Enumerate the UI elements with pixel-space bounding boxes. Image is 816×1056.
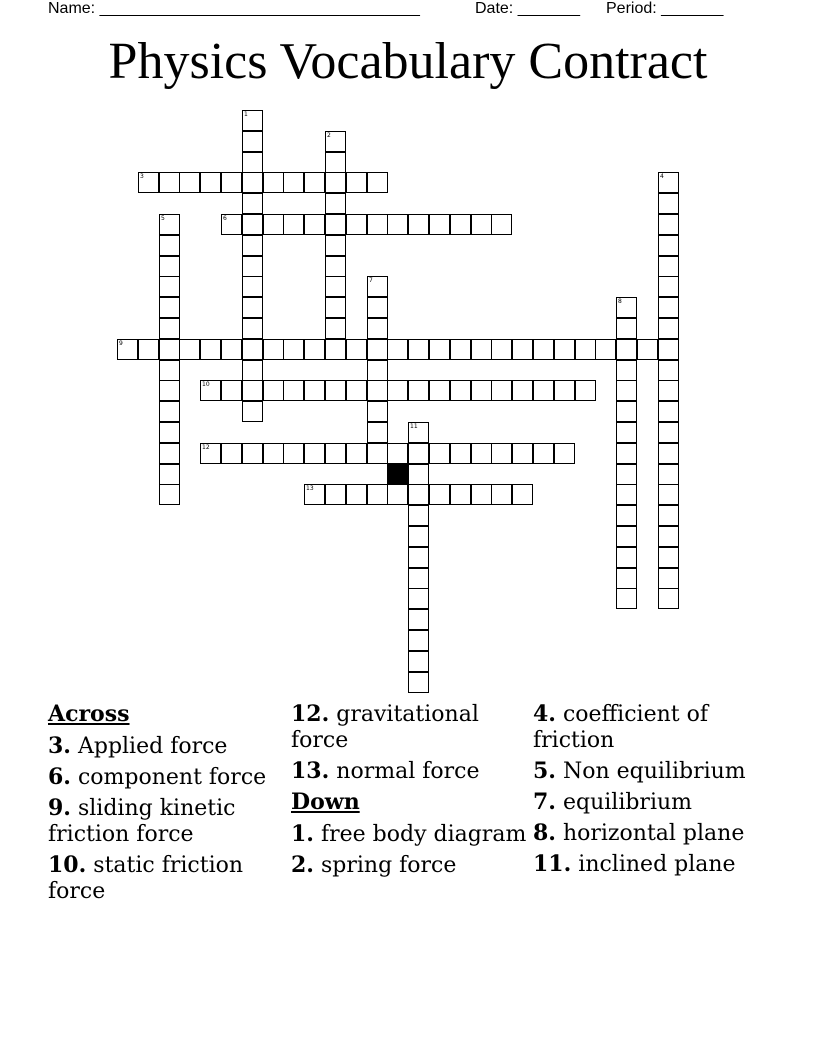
answer-cell[interactable] <box>159 380 180 401</box>
answer-cell[interactable] <box>658 526 679 547</box>
answer-cell[interactable] <box>491 484 512 505</box>
clue-down-5 <box>533 758 771 785</box>
answer-cell[interactable] <box>658 318 679 339</box>
clue-column-2 <box>291 701 529 883</box>
answer-cell[interactable] <box>450 214 471 235</box>
answer-cell[interactable] <box>491 443 512 464</box>
clue-text: component force <box>77 765 267 790</box>
answer-cell[interactable] <box>346 214 367 235</box>
answer-cell[interactable] <box>367 172 388 193</box>
answer-cell[interactable] <box>304 380 325 401</box>
answer-cell[interactable] <box>242 401 263 422</box>
answer-cell[interactable] <box>616 547 637 568</box>
answer-cell[interactable] <box>429 214 450 235</box>
answer-cell[interactable] <box>408 547 429 568</box>
answer-cell[interactable] <box>450 380 471 401</box>
answer-cell[interactable] <box>242 318 263 339</box>
answer-cell[interactable] <box>367 276 388 297</box>
clue-text: equilibrium <box>562 790 693 815</box>
answer-cell[interactable] <box>658 443 679 464</box>
answer-cell[interactable] <box>429 339 450 360</box>
answer-cell[interactable] <box>221 443 242 464</box>
answer-cell[interactable] <box>117 339 138 360</box>
clue-column-1 <box>48 701 286 909</box>
answer-cell[interactable] <box>367 339 388 360</box>
answer-cell[interactable] <box>367 422 388 443</box>
clue-text: spring force <box>320 853 457 878</box>
answer-cell[interactable] <box>242 380 263 401</box>
answer-cell[interactable] <box>637 339 658 360</box>
answer-cell[interactable] <box>159 214 180 235</box>
answer-cell[interactable] <box>283 339 304 360</box>
clue-text: static friction force <box>48 853 244 904</box>
answer-cell[interactable] <box>325 443 346 464</box>
answer-cell[interactable] <box>554 443 575 464</box>
clue-number-label: 3 <box>140 173 144 180</box>
answer-cell[interactable] <box>242 443 263 464</box>
answer-cell[interactable] <box>616 380 637 401</box>
answer-cell[interactable] <box>658 172 679 193</box>
answer-cell[interactable] <box>179 339 200 360</box>
answer-cell[interactable] <box>429 380 450 401</box>
answer-cell[interactable] <box>512 443 533 464</box>
answer-cell[interactable] <box>491 380 512 401</box>
answer-cell[interactable] <box>346 172 367 193</box>
answer-cell[interactable] <box>325 256 346 277</box>
answer-cell[interactable] <box>658 214 679 235</box>
answer-cell[interactable] <box>263 380 284 401</box>
answer-cell[interactable] <box>533 380 554 401</box>
clue-down-8 <box>533 820 771 847</box>
clue-number: 9. <box>48 795 71 821</box>
clue-number-label: 5 <box>161 215 165 222</box>
answer-cell[interactable] <box>179 172 200 193</box>
answer-cell[interactable] <box>159 443 180 464</box>
clue-down-4 <box>533 701 771 754</box>
clue-number-label: 2 <box>327 132 331 139</box>
across-heading: Across <box>48 701 130 727</box>
answer-cell[interactable] <box>159 256 180 277</box>
answer-cell[interactable] <box>325 297 346 318</box>
answer-cell[interactable] <box>159 339 180 360</box>
answer-cell[interactable] <box>325 484 346 505</box>
answer-cell[interactable] <box>616 588 637 609</box>
clue-text: sliding kinetic friction force <box>48 796 236 847</box>
answer-cell[interactable] <box>367 318 388 339</box>
answer-cell[interactable] <box>616 443 637 464</box>
answer-cell[interactable] <box>159 464 180 485</box>
answer-cell[interactable] <box>408 588 429 609</box>
answer-cell[interactable] <box>616 464 637 485</box>
answer-cell[interactable] <box>242 131 263 152</box>
answer-cell[interactable] <box>554 339 575 360</box>
answer-cell[interactable] <box>263 214 284 235</box>
answer-cell[interactable] <box>387 484 408 505</box>
answer-cell[interactable] <box>450 484 471 505</box>
answer-cell[interactable] <box>325 172 346 193</box>
answer-cell[interactable] <box>263 443 284 464</box>
answer-cell[interactable] <box>242 214 263 235</box>
clue-number-label: 8 <box>618 298 622 305</box>
answer-cell[interactable] <box>658 547 679 568</box>
clue-column-3 <box>533 701 771 882</box>
answer-cell[interactable] <box>325 339 346 360</box>
answer-cell[interactable] <box>387 380 408 401</box>
answer-cell[interactable] <box>200 339 221 360</box>
answer-cell[interactable] <box>408 505 429 526</box>
answer-cell[interactable] <box>408 630 429 651</box>
answer-cell[interactable] <box>408 484 429 505</box>
clue-text: free body diagram <box>320 822 527 847</box>
answer-cell[interactable] <box>367 484 388 505</box>
clue-across-10 <box>48 852 286 905</box>
answer-cell[interactable] <box>429 484 450 505</box>
answer-cell[interactable] <box>471 380 492 401</box>
clue-text: inclined plane <box>578 852 736 877</box>
answer-cell[interactable] <box>616 568 637 589</box>
answer-cell[interactable] <box>367 380 388 401</box>
clue-number-label: 10 <box>202 381 210 388</box>
answer-cell[interactable] <box>304 443 325 464</box>
answer-cell[interactable] <box>283 380 304 401</box>
clue-text: Applied force <box>77 734 228 759</box>
answer-cell[interactable] <box>325 318 346 339</box>
answer-cell[interactable] <box>221 214 242 235</box>
answer-cell[interactable] <box>616 526 637 547</box>
clue-across-3 <box>48 733 286 760</box>
answer-cell[interactable] <box>471 484 492 505</box>
answer-cell[interactable] <box>325 214 346 235</box>
clue-number-label: 11 <box>410 423 418 430</box>
answer-cell[interactable] <box>491 339 512 360</box>
down-heading: Down <box>291 789 360 815</box>
clue-number: 6. <box>48 764 71 790</box>
answer-cell[interactable] <box>658 297 679 318</box>
answer-cell[interactable] <box>408 464 429 485</box>
clue-down-7 <box>533 789 771 816</box>
answer-cell[interactable] <box>159 297 180 318</box>
answer-cell[interactable] <box>616 297 637 318</box>
answer-cell[interactable] <box>159 318 180 339</box>
answer-cell[interactable] <box>575 339 596 360</box>
answer-cell[interactable] <box>512 339 533 360</box>
answer-cell[interactable] <box>346 484 367 505</box>
answer-cell[interactable] <box>658 193 679 214</box>
student-info-header <box>48 0 768 18</box>
answer-cell[interactable] <box>408 526 429 547</box>
answer-cell[interactable] <box>658 339 679 360</box>
answer-cell[interactable] <box>450 443 471 464</box>
answer-cell[interactable] <box>304 214 325 235</box>
answer-cell[interactable] <box>575 380 596 401</box>
clue-number-label: 12 <box>202 444 210 451</box>
answer-cell[interactable] <box>325 276 346 297</box>
clue-number-label: 9 <box>119 340 123 347</box>
clue-number: 13. <box>291 758 330 784</box>
answer-cell[interactable] <box>658 235 679 256</box>
answer-cell[interactable] <box>242 172 263 193</box>
clue-text: normal force <box>336 759 480 784</box>
answer-cell[interactable] <box>616 318 637 339</box>
clue-text: coefficient of friction <box>533 702 708 753</box>
answer-cell[interactable] <box>242 297 263 318</box>
answer-cell[interactable] <box>304 339 325 360</box>
clue-number-label: 7 <box>369 277 373 284</box>
answer-cell[interactable] <box>159 484 180 505</box>
answer-cell[interactable] <box>221 172 242 193</box>
answer-cell[interactable] <box>658 568 679 589</box>
answer-cell[interactable] <box>283 214 304 235</box>
answer-cell[interactable] <box>471 214 492 235</box>
answer-cell[interactable] <box>138 339 159 360</box>
answer-cell[interactable] <box>408 380 429 401</box>
answer-cell[interactable] <box>408 672 429 693</box>
answer-cell[interactable] <box>408 422 429 443</box>
clue-down-2 <box>291 852 529 879</box>
answer-cell[interactable] <box>304 484 325 505</box>
clue-number: 4. <box>533 701 556 727</box>
answer-cell[interactable] <box>658 464 679 485</box>
black-square <box>387 464 408 485</box>
answer-cell[interactable] <box>346 339 367 360</box>
answer-cell[interactable] <box>387 443 408 464</box>
answer-cell[interactable] <box>367 360 388 381</box>
answer-cell[interactable] <box>491 214 512 235</box>
answer-cell[interactable] <box>283 443 304 464</box>
answer-cell[interactable] <box>159 401 180 422</box>
puzzle-title: Physics Vocabulary Contract <box>108 33 708 90</box>
answer-cell[interactable] <box>304 172 325 193</box>
answer-cell[interactable] <box>325 380 346 401</box>
answer-cell[interactable] <box>242 235 263 256</box>
clue-number: 7. <box>533 789 556 815</box>
answer-cell[interactable] <box>221 339 242 360</box>
clue-down-1 <box>291 821 529 848</box>
answer-cell[interactable] <box>200 172 221 193</box>
answer-cell[interactable] <box>658 505 679 526</box>
clue-text: gravitational force <box>291 702 479 753</box>
clue-number: 10. <box>48 852 87 878</box>
clue-text: horizontal plane <box>562 821 745 846</box>
answer-cell[interactable] <box>616 505 637 526</box>
answer-cell[interactable] <box>595 339 616 360</box>
answer-cell[interactable] <box>367 401 388 422</box>
clue-across-12 <box>291 701 529 754</box>
answer-cell[interactable] <box>242 193 263 214</box>
clue-number-label: 6 <box>223 215 227 222</box>
answer-cell[interactable] <box>616 401 637 422</box>
clue-number: 1. <box>291 821 314 847</box>
answer-cell[interactable] <box>408 443 429 464</box>
answer-cell[interactable] <box>200 443 221 464</box>
answer-cell[interactable] <box>159 422 180 443</box>
answer-cell[interactable] <box>346 443 367 464</box>
answer-cell[interactable] <box>658 256 679 277</box>
answer-cell[interactable] <box>429 443 450 464</box>
clue-number-label: 1 <box>244 111 248 118</box>
answer-cell[interactable] <box>387 339 408 360</box>
clue-text: Non equilibrium <box>562 759 746 784</box>
answer-cell[interactable] <box>242 256 263 277</box>
name-field[interactable]: Name: ____________________________________ <box>48 0 420 17</box>
clue-number-label: 4 <box>660 173 664 180</box>
answer-cell[interactable] <box>512 380 533 401</box>
answer-cell[interactable] <box>242 360 263 381</box>
answer-cell[interactable] <box>408 609 429 630</box>
clue-number: 11. <box>533 851 572 877</box>
answer-cell[interactable] <box>263 172 284 193</box>
answer-cell[interactable] <box>159 360 180 381</box>
answer-cell[interactable] <box>283 172 304 193</box>
answer-cell[interactable] <box>616 339 637 360</box>
answer-cell[interactable] <box>408 568 429 589</box>
answer-cell[interactable] <box>658 588 679 609</box>
answer-cell[interactable] <box>554 380 575 401</box>
answer-cell[interactable] <box>325 152 346 173</box>
answer-cell[interactable] <box>658 380 679 401</box>
period-field[interactable]: Period: _______ <box>606 0 724 17</box>
answer-cell[interactable] <box>658 401 679 422</box>
answer-cell[interactable] <box>658 276 679 297</box>
clue-number: 5. <box>533 758 556 784</box>
clue-number: 2. <box>291 852 314 878</box>
answer-cell[interactable] <box>138 172 159 193</box>
answer-cell[interactable] <box>616 484 637 505</box>
answer-cell[interactable] <box>616 422 637 443</box>
answer-cell[interactable] <box>533 339 554 360</box>
answer-cell[interactable] <box>512 484 533 505</box>
answer-cell[interactable] <box>471 443 492 464</box>
answer-cell[interactable] <box>408 651 429 672</box>
answer-cell[interactable] <box>159 276 180 297</box>
answer-cell[interactable] <box>533 443 554 464</box>
answer-cell[interactable] <box>471 339 492 360</box>
answer-cell[interactable] <box>658 484 679 505</box>
clue-number: 8. <box>533 820 556 846</box>
answer-cell[interactable] <box>159 235 180 256</box>
answer-cell[interactable] <box>242 110 263 131</box>
answer-cell[interactable] <box>367 443 388 464</box>
answer-cell[interactable] <box>367 297 388 318</box>
answer-cell[interactable] <box>242 339 263 360</box>
answer-cell[interactable] <box>367 214 388 235</box>
answer-cell[interactable] <box>658 422 679 443</box>
answer-cell[interactable] <box>450 339 471 360</box>
date-field[interactable]: Date: _______ <box>475 0 580 17</box>
answer-cell[interactable] <box>159 172 180 193</box>
answer-cell[interactable] <box>616 360 637 381</box>
answer-cell[interactable] <box>221 380 242 401</box>
answer-cell[interactable] <box>346 380 367 401</box>
answer-cell[interactable] <box>408 339 429 360</box>
answer-cell[interactable] <box>325 131 346 152</box>
answer-cell[interactable] <box>242 276 263 297</box>
answer-cell[interactable] <box>325 235 346 256</box>
clue-number: 3. <box>48 733 71 759</box>
clue-across-6 <box>48 764 286 791</box>
clue-across-9 <box>48 795 286 848</box>
clue-number: 12. <box>291 701 330 727</box>
answer-cell[interactable] <box>325 193 346 214</box>
clue-across-13 <box>291 758 529 785</box>
answer-cell[interactable] <box>387 214 408 235</box>
answer-cell[interactable] <box>242 152 263 173</box>
answer-cell[interactable] <box>200 380 221 401</box>
answer-cell[interactable] <box>658 360 679 381</box>
clue-down-11 <box>533 851 771 878</box>
answer-cell[interactable] <box>263 339 284 360</box>
answer-cell[interactable] <box>408 214 429 235</box>
clue-number-label: 13 <box>306 485 314 492</box>
